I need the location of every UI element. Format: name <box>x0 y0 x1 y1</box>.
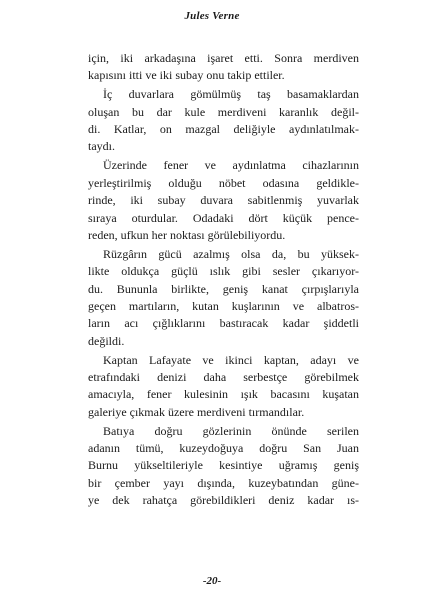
paragraph <box>88 423 359 510</box>
text-line: etrafındaki denizi daha serbestçe görebilmek <box>88 370 359 385</box>
text-line: du. Bununla birlikte, geniş kanat çırpışlarıyla <box>88 281 359 296</box>
text-line: Burnu yükseltileriyle kesintiye uğramış geniş <box>88 458 359 473</box>
text-line: bir çember yayı dışında, kuzeybatından güne- <box>88 475 359 490</box>
running-head: Jules Verne <box>184 10 240 22</box>
text-line: geçen martıların, kutan kuşlarının ve albatros- <box>88 298 359 313</box>
text-line: likte oldukça güçlü ıslık gibi sesler çıkarıyor- <box>88 264 359 279</box>
text-line: Üzerinde fener ve aydınlatma cihazlarının <box>103 158 359 173</box>
text-line: reden, ufkun her noktası görülebiliyordu. <box>88 227 286 242</box>
text-line: taydı. <box>88 139 115 154</box>
paragraph <box>88 50 359 85</box>
paragraph <box>88 86 359 156</box>
text-line: galeriye çıkmak üzere merdiveni tırmandılar. <box>88 404 305 419</box>
text-line: değildi. <box>88 333 125 348</box>
text-line: için, iki arkadaşına işaret etti. Sonra merdiven <box>88 51 359 65</box>
text-line: yerleştirilmiş olduğu nöbet odasına geldikle- <box>88 175 359 190</box>
text-line: adanın tümü, kuzeydoğuya doğru San Juan <box>88 441 359 456</box>
text-line: sıraya oturdular. Odadaki dört küçük pence- <box>88 210 359 225</box>
text-line: amacıyla, fener kulesinin ışık bacasını kuşatan <box>88 387 359 402</box>
page-number: -20- <box>202 575 222 587</box>
text-line: Rüzgârın gücü azalmış olsa da, bu yüksek- <box>103 246 359 261</box>
text-line: di. Katlar, on mazgal deliğiyle aydınlatılmak- <box>88 122 359 137</box>
text-line: ye dek rahatça görebildikleri deniz kadar ıs- <box>88 493 359 508</box>
paragraph <box>88 157 359 244</box>
paragraph <box>88 352 359 422</box>
text-line: Batıya doğru gözlerinin önünde serilen <box>103 423 359 438</box>
text-line: Kaptan Lafayate ve ikinci kaptan, adayı ve <box>103 352 359 367</box>
text-line: kapısını itti ve iki subay onu takip ettiler. <box>88 68 285 83</box>
text-line: İç duvarlara gömülmüş taş basamaklardan <box>103 87 359 102</box>
text-line: rinde, iki subay duvara sabitlenmiş yuvarlak <box>88 193 359 208</box>
text-line: ların acı çığlıklarını bastıracak kadar şiddetli <box>88 316 359 331</box>
paragraph <box>88 246 359 350</box>
text-line: oluşan bu dar kule merdiveni karanlık değil- <box>88 104 359 119</box>
body-text <box>88 50 359 511</box>
